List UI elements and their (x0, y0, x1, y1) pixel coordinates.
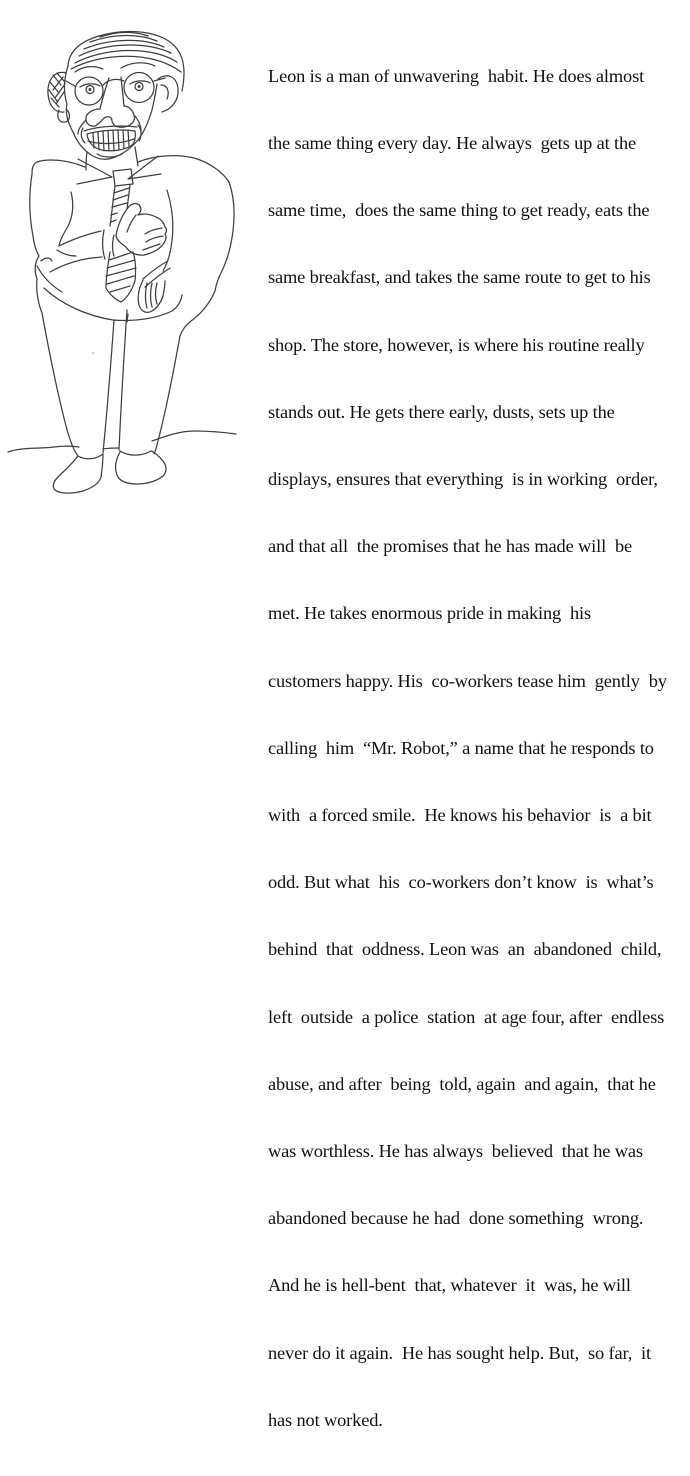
right-ear (158, 76, 178, 112)
story-line: same breakfast, and takes the same route to get to his (268, 267, 651, 288)
story-line: stands out. He gets there early, dusts, sets up the (268, 401, 615, 422)
story-line: odd. But what his co-workers don’t know is what’s (268, 872, 654, 893)
story-line: was worthless. He has always believed that he was (268, 1141, 643, 1162)
story-line: left outside a police station at age four, after endless (268, 1006, 665, 1027)
mouth (81, 125, 141, 157)
story-line: met. He takes enormous pride in making his (268, 603, 591, 624)
hair (68, 31, 184, 91)
story-line: abuse, and after being told, again and again, that he (268, 1073, 656, 1094)
legs (78, 310, 151, 459)
leon-sketch (0, 0, 252, 521)
ground-line (8, 431, 236, 452)
hanging-hand (138, 261, 170, 312)
story-line: with a forced smile. He knows his behavior is a bit (268, 805, 652, 826)
story-line: Leon is a man of unwavering habit. He does almost (268, 65, 645, 86)
story-line: and that all the promises that he has made will be (268, 536, 633, 557)
story-text (268, 20, 686, 1476)
story-line: has not worked. (268, 1409, 383, 1430)
shoes (53, 451, 166, 493)
eyebrows (75, 63, 155, 72)
leon-sketch-svg (0, 0, 252, 521)
chest-hand (116, 204, 167, 256)
story-line: the same thing every day. He always gets up at the (268, 133, 637, 154)
story-line: calling him “Mr. Robot,” a name that he responds to (268, 737, 654, 758)
tie (106, 169, 136, 302)
story-line: behind that oddness. Leon was an abandoned child, (268, 939, 662, 960)
eyes (80, 81, 150, 94)
story-line: same time, does the same thing to get ready, eats the (268, 200, 650, 221)
story-line: displays, ensures that everything is in working order, (268, 469, 658, 490)
glasses (66, 73, 165, 106)
torso (30, 156, 234, 456)
story-line: And he is hell-bent that, whatever it was, he will (268, 1275, 631, 1296)
story-line: abandoned because he had done something wrong. (268, 1208, 644, 1229)
story-line: customers happy. His co-workers tease him gently by (268, 670, 667, 691)
story-line: shop. The store, however, is where his routine really (268, 334, 645, 355)
story-line: never do it again. He has sought help. But, so far, it (268, 1342, 651, 1363)
